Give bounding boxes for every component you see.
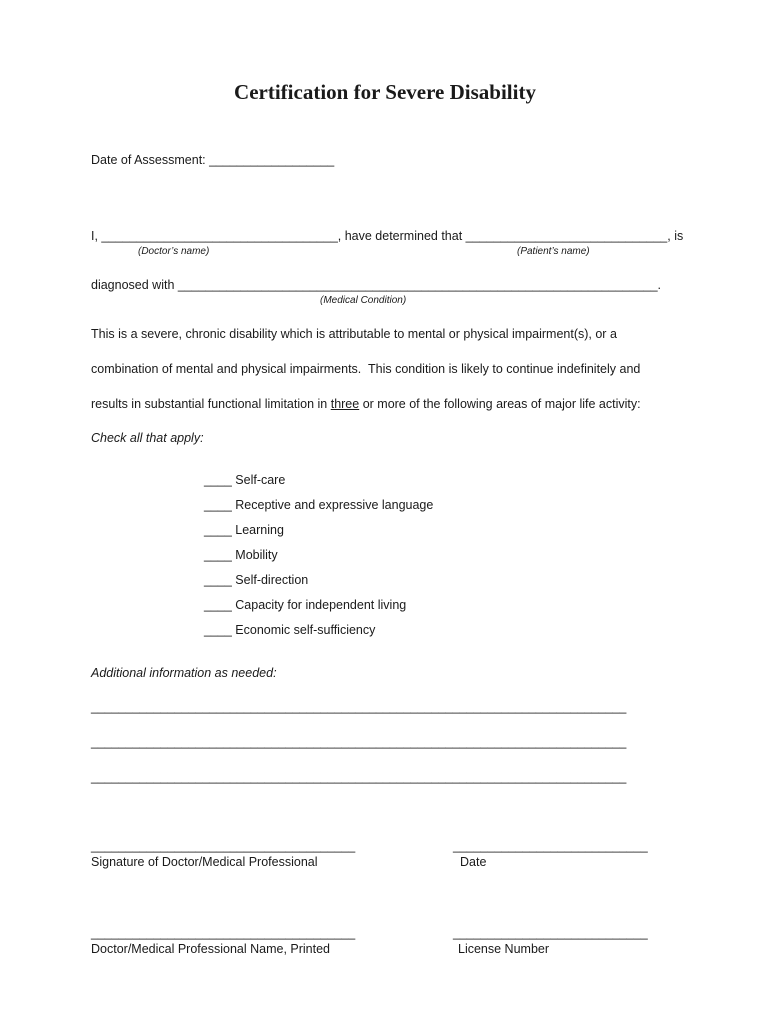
checklist-item-self-care[interactable]: ____ Self-care [204,473,286,487]
paragraph-line-1: This is a severe, chronic disability which is attributable to mental or physical impairment(s), or a [91,327,617,341]
checklist-item-independent-living[interactable]: ____ Capacity for independent living [204,598,407,612]
checklist-item-self-direction[interactable]: ____ Self-direction [204,573,309,587]
additional-info-line[interactable]: _____________________________________________________________________________ [91,770,627,784]
checklist-item-language[interactable]: ____ Receptive and expressive language [204,498,434,512]
additional-info-line[interactable]: _____________________________________________________________________________ [91,700,627,714]
diagnosis-line[interactable]: diagnosed with _____________________________________________________________________. [91,278,662,292]
checklist-item-learning[interactable]: ____ Learning [204,523,284,537]
additional-info-line[interactable]: _____________________________________________________________________________ [91,735,627,749]
underlined-three: three [330,397,360,411]
date-label: Date [460,855,487,869]
printed-name-field[interactable]: ______________________________________ [91,926,356,940]
check-all-prompt: Check all that apply: [91,431,204,445]
doctor-name-label: (Doctor’s name) [138,246,210,257]
medical-condition-label: (Medical Condition) [320,295,407,306]
paragraph-line-3 [91,397,641,411]
paragraph-line-2: combination of mental and physical impairments. This condition is likely to continue indefinitely and [91,362,641,376]
paragraph-line-3-start: results in substantial functional limitation in [91,397,331,411]
checklist-item-economic[interactable]: ____ Economic self-sufficiency [204,623,376,637]
license-number-field[interactable]: ____________________________ [453,926,648,940]
doctor-patient-line[interactable]: I, __________________________________, have determined that _____________________________, is [91,229,684,243]
license-number-label: License Number [458,942,550,956]
printed-name-label: Doctor/Medical Professional Name, Printed [91,942,330,956]
paragraph-line-3-end: or more of the following areas of major life activity: [359,397,641,411]
patient-name-label: (Patient’s name) [517,246,590,257]
signature-field[interactable]: ______________________________________ [91,839,356,853]
document-title: Certification for Severe Disability [234,80,536,104]
signature-label: Signature of Doctor/Medical Professional [91,855,318,869]
checklist-item-mobility[interactable]: ____ Mobility [204,548,278,562]
date-signature-field[interactable]: ____________________________ [453,839,648,853]
additional-info-label: Additional information as needed: [91,666,277,680]
date-of-assessment-field[interactable]: Date of Assessment: __________________ [91,153,335,167]
